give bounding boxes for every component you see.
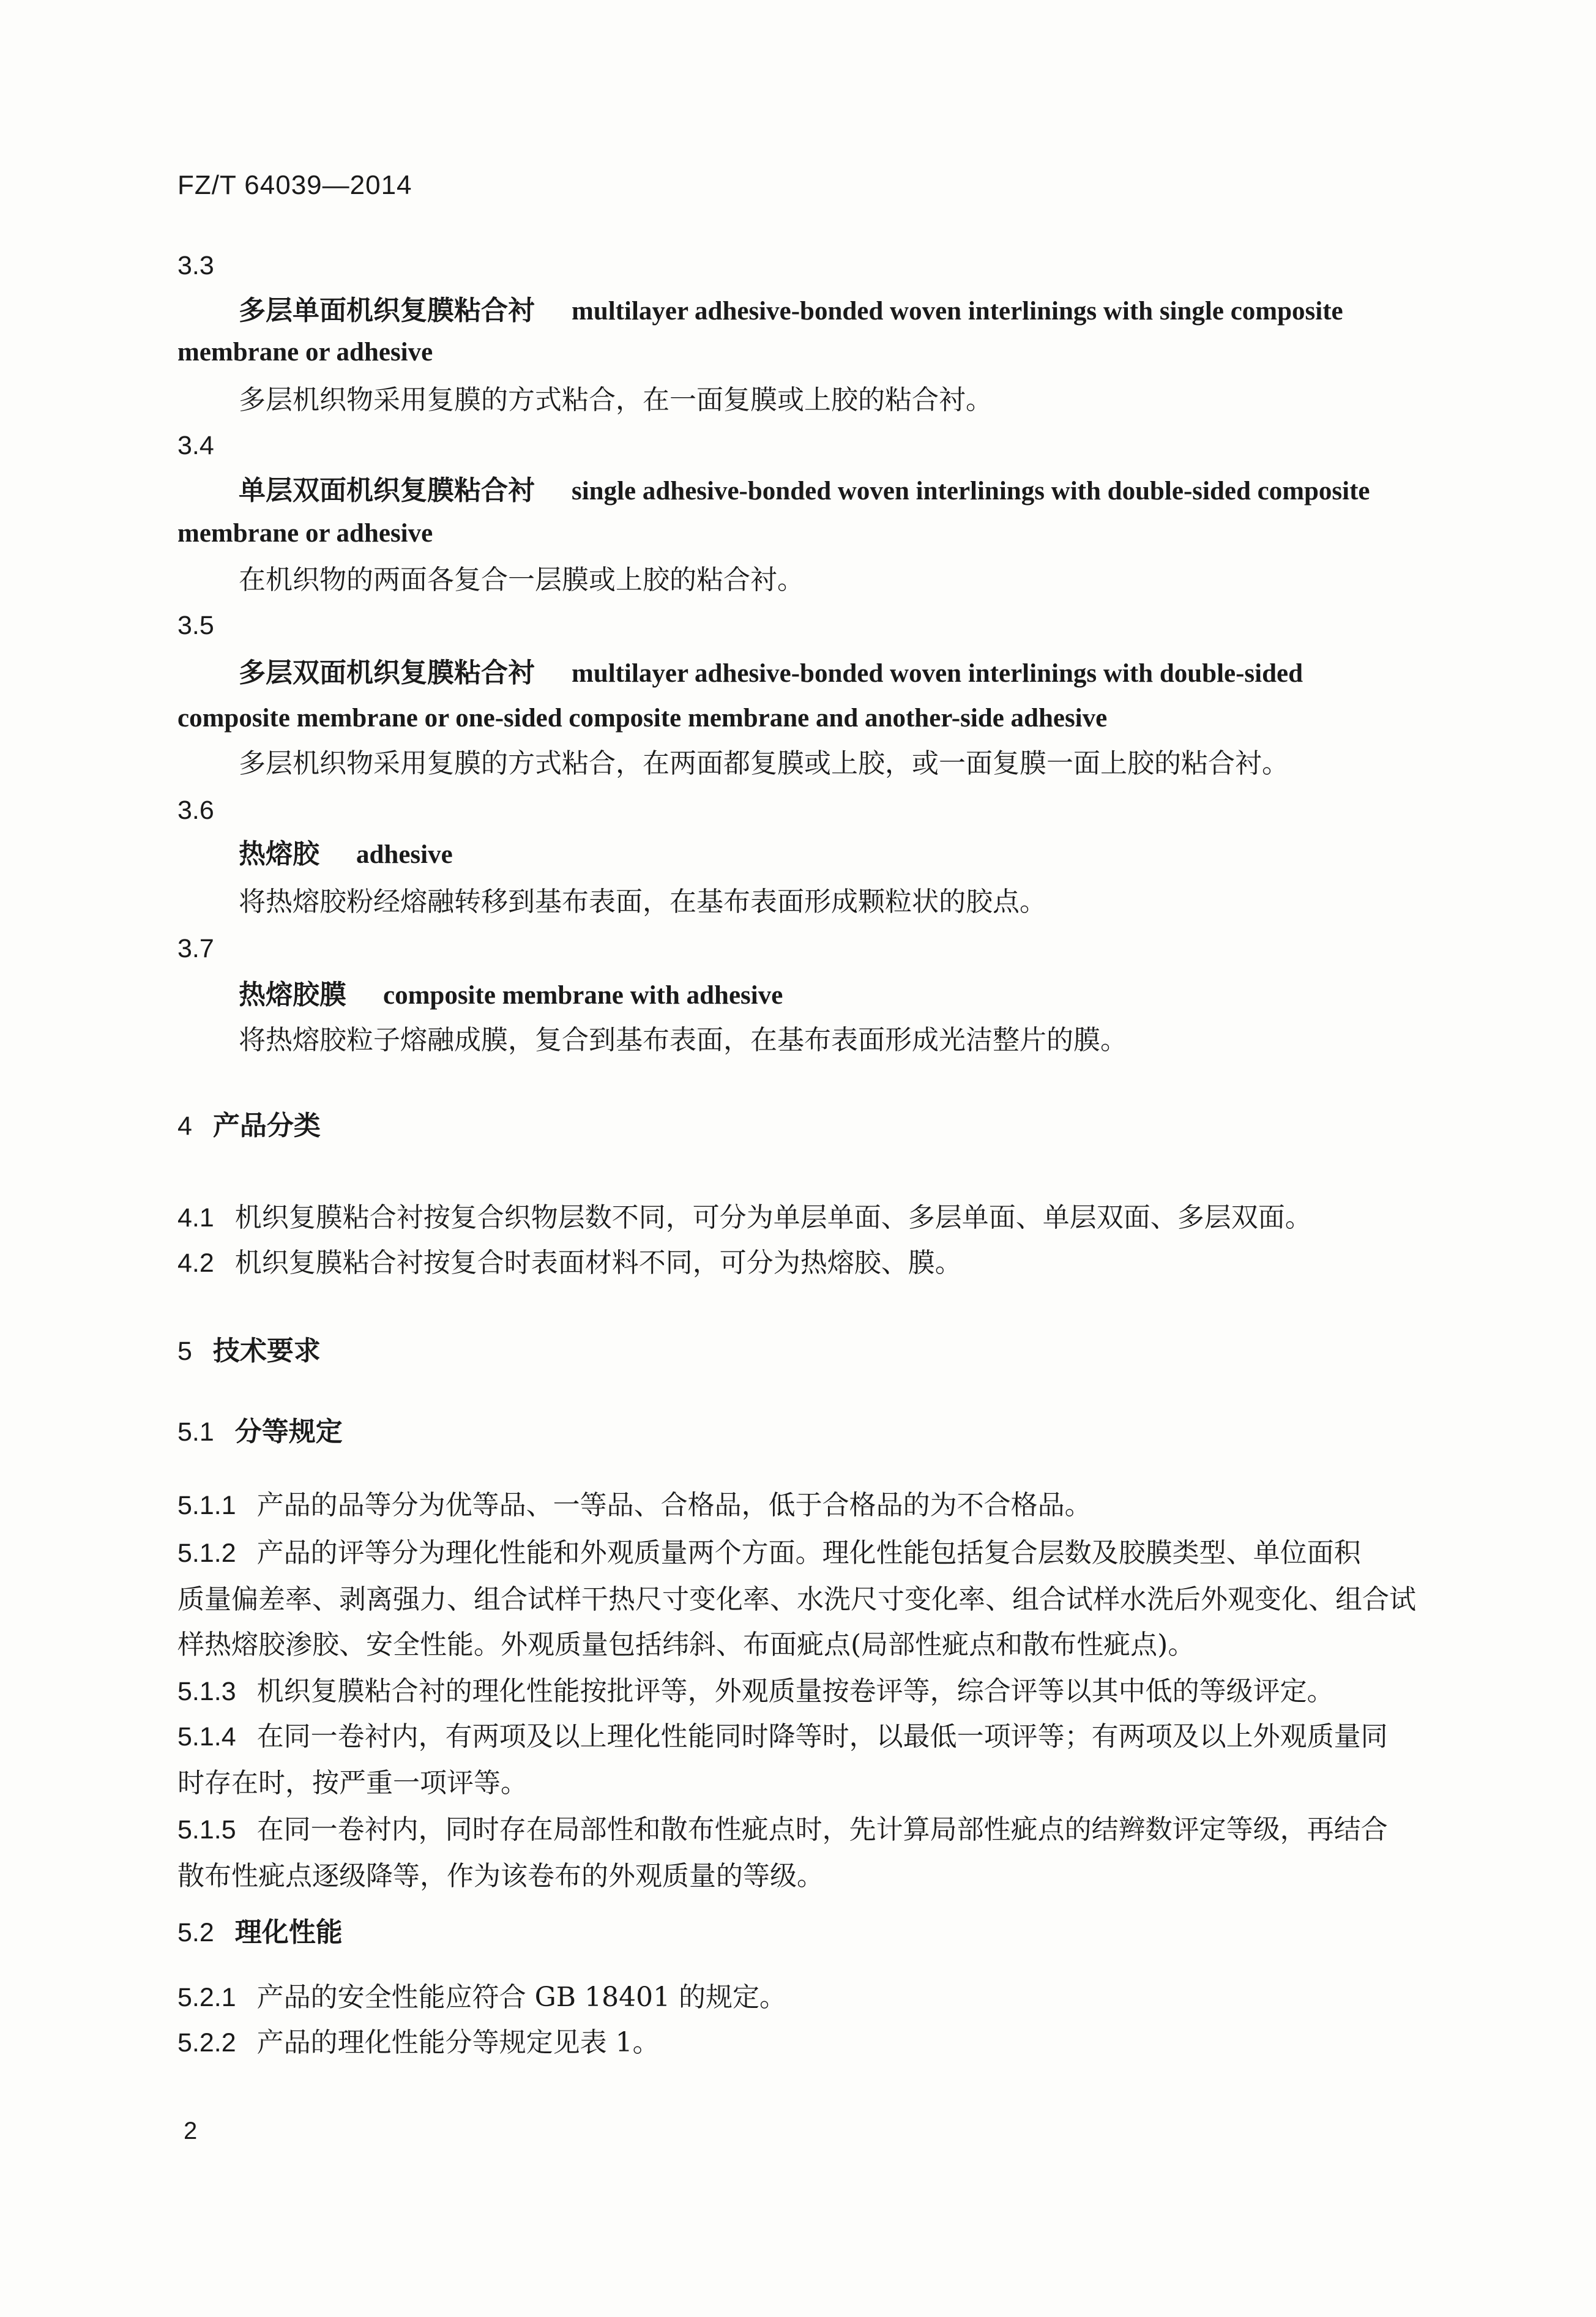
clause-text: 机织复膜粘合衬按复合织物层数不同，可分为单层单面、多层单面、单层双面、多层双面。 (234, 1202, 1312, 1233)
clause-number: 4.1 (177, 1203, 214, 1233)
term-definition: 将热熔胶粒子熔融成膜，复合到基布表面，在基布表面形成光洁整片的膜。 (239, 1024, 1127, 1056)
term-heading (239, 837, 453, 872)
term-heading (239, 978, 783, 1013)
term-en: single adhesive-bonded woven interlinings with double-sided composite (572, 477, 1370, 506)
term-zh: 热熔胶 (239, 838, 319, 870)
section-heading (177, 1334, 321, 1368)
section-number: 5 (177, 1337, 192, 1366)
clause (177, 1488, 1092, 1523)
clause-continued: 散布性疵点逐级降等，作为该卷布的外观质量的等级。 (177, 1860, 824, 1892)
term-number: 3.5 (177, 611, 214, 640)
subsection-number: 5.1 (177, 1417, 214, 1447)
clause-text: 产品的评等分为理化性能和外观质量两个方面。理化性能包括复合层数及胶膜类型、单位面积 (256, 1537, 1361, 1569)
clause-text: 产品的品等分为优等品、一等品、合格品，低于合格品的为不合格品。 (256, 1490, 1092, 1521)
clause-text: 机织复膜粘合衬按复合时表面材料不同，可分为热熔胶、膜。 (234, 1247, 962, 1278)
term-number: 3.6 (177, 796, 214, 825)
subsection-heading (177, 1916, 343, 1950)
term-en: composite membrane with adhesive (383, 981, 783, 1010)
subsection-number: 5.2 (177, 1918, 214, 1947)
section-title: 技术要求 (212, 1335, 321, 1367)
term-en-continued: membrane or adhesive (177, 519, 433, 548)
clause (177, 1720, 1388, 1754)
subsection-title: 理化性能 (234, 1917, 343, 1948)
term-definition: 将热熔胶粉经熔融转移到基布表面，在基布表面形成颗粒状的胶点。 (239, 886, 1046, 917)
clause-number: 5.2.1 (177, 1983, 236, 2012)
clause-continued: 时存在时，按严重一项评等。 (177, 1767, 528, 1799)
section-heading (177, 1109, 321, 1143)
clause (177, 1813, 1388, 1847)
term-en: multilayer adhesive-bonded woven interlinings with single composite (572, 297, 1343, 326)
clause-number: 5.1.1 (177, 1491, 236, 1520)
subsection-heading (177, 1415, 343, 1449)
term-en: multilayer adhesive-bonded woven interlinings with double-sided (572, 659, 1303, 688)
clause (177, 1201, 1312, 1235)
clause-number: 5.1.3 (177, 1677, 236, 1706)
term-number: 3.4 (177, 431, 214, 460)
term-zh: 多层单面机织复膜粘合衬 (239, 295, 535, 326)
clause (177, 1536, 1361, 1570)
clause-text: 在同一卷衬内，同时存在局部性和散布性疵点时，先计算局部性疵点的结辫数评定等级，再结合 (256, 1814, 1388, 1845)
term-definition: 多层机织物采用复膜的方式粘合，在一面复膜或上胶的粘合衬。 (239, 384, 993, 416)
subsection-title: 分等规定 (234, 1416, 343, 1447)
term-heading (239, 294, 1343, 329)
term-number: 3.3 (177, 251, 214, 280)
clause-text: 产品的安全性能应符合 GB 18401 的规定。 (256, 1982, 787, 2013)
term-heading (239, 474, 1370, 509)
clause-number: 5.1.2 (177, 1539, 236, 1568)
clause-number: 5.1.5 (177, 1815, 236, 1845)
term-en: adhesive (356, 840, 453, 869)
clause-text: 在同一卷衬内，有两项及以上理化性能同时降等时，以最低一项评等；有两项及以上外观质量同 (256, 1721, 1388, 1752)
clause (177, 1980, 786, 2015)
term-heading (239, 656, 1303, 691)
clause-number: 5.2.2 (177, 2028, 236, 2058)
clause-number: 5.1.4 (177, 1722, 236, 1752)
term-zh: 热熔胶膜 (239, 979, 346, 1010)
clause-number: 4.2 (177, 1248, 214, 1278)
clause-continued: 质量偏差率、剥离强力、组合试样干热尺寸变化率、水洗尺寸变化率、组合试样水洗后外观变化、组合试 (177, 1584, 1416, 1615)
clause-text: 机织复膜粘合衬的理化性能按批评等，外观质量按卷评等，综合评等以其中低的等级评定。 (256, 1676, 1334, 1707)
term-en-continued: membrane or adhesive (177, 338, 433, 367)
standard-code: FZ/T 64039—2014 (177, 170, 412, 200)
term-zh: 多层双面机织复膜粘合衬 (239, 657, 535, 688)
term-zh: 单层双面机织复膜粘合衬 (239, 475, 535, 506)
clause (177, 1246, 962, 1280)
clause-continued: 样热熔胶渗胶、安全性能。外观质量包括纬斜、布面疵点(局部性疵点和散布性疵点)。 (177, 1629, 1195, 1660)
term-number: 3.7 (177, 934, 214, 963)
section-title: 产品分类 (212, 1110, 321, 1141)
section-number: 4 (177, 1111, 192, 1141)
clause (177, 2026, 660, 2060)
term-definition: 多层机织物采用复膜的方式粘合，在两面都复膜或上胶，或一面复膜一面上胶的粘合衬。 (239, 748, 1289, 779)
clause (177, 1674, 1334, 1709)
term-definition: 在机织物的两面各复合一层膜或上胶的粘合衬。 (239, 564, 804, 595)
clause-text: 产品的理化性能分等规定见表 1。 (256, 2027, 660, 2058)
page-number: 2 (184, 2117, 198, 2144)
term-en-continued: composite membrane or one-sided composite membrane and another-side adhesive (177, 704, 1108, 733)
